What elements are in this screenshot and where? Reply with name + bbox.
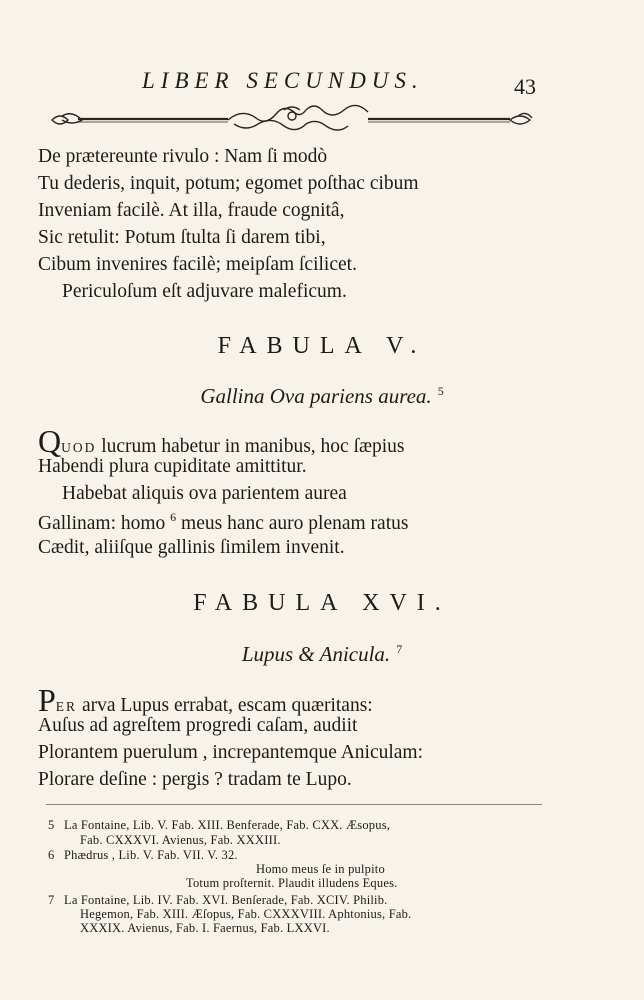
footnote-text: Hegemon, Fab. XIII. Æſopus, Fab. CXXXVIII. Aphtonius, Fab. (80, 907, 412, 921)
footnote-text: Phædrus , Lib. V. Fab. VII. V. 32. (64, 848, 238, 862)
footnote-ref: 7 (396, 642, 403, 656)
footnote-number: 6 (48, 848, 55, 862)
verse-line: Plorare deſine : pergis ? tradam te Lupo. (38, 769, 352, 790)
small-caps: UOD (61, 440, 97, 455)
footnote-text: Totum proſternit. Plaudit illudens Eques. (186, 876, 398, 890)
fable-title (0, 642, 644, 667)
footnote-ref: 5 (437, 384, 444, 398)
fable-heading: FABULA V. (217, 333, 427, 359)
verse-line: Auſus ad agreſtem progredi caſam, audiit (38, 715, 358, 736)
verse-line: Habendi plura cupiditate amittitur. (38, 456, 307, 477)
footnote-text: Fab. CXXXVI. Avienus, Fab. XXXIII. (80, 833, 281, 847)
verse-line: Tu dederis, inquit, potum; egomet poſthac cibum (38, 173, 419, 194)
footnote-text: La Fontaine, Lib. V. Fab. XIII. Benferade, Fab. CXX. Æsopus, (64, 818, 391, 832)
verse-line: Sic retulit: Potum ſtulta ſi darem tibi, (38, 227, 326, 248)
verse-line (38, 682, 373, 719)
fable-heading: FABULA XVI. (193, 590, 451, 616)
footnote-rule (46, 804, 542, 805)
verse-text: lucrum habetur in manibus, hoc ſæpius (96, 436, 405, 457)
running-header (0, 68, 644, 108)
footnote-text: XXXIX. Avienus, Fab. I. Faernus, Fab. LXXVI. (80, 921, 330, 935)
footnote-ref: 6 (170, 510, 177, 524)
verse-line: Habebat aliquis ova parientem aurea (62, 483, 347, 504)
footnote-text: La Fontaine, Lib. IV. Fab. XVI. Benſerade, Fab. XCIV. Philib. (64, 893, 388, 907)
small-caps: ER (55, 699, 78, 714)
footnote-text: Homo meus ſe in pulpito (256, 862, 385, 876)
verse-line: Plorantem puerulum , increpantemque Aniculam: (38, 742, 424, 763)
verse-line (38, 423, 405, 460)
verse-text: Gallinam: homo (38, 513, 171, 534)
page-number: 43 (514, 74, 536, 99)
footnote-number: 7 (48, 893, 55, 907)
fable-title (0, 384, 644, 409)
running-title: LIBER SECUNDUS. (142, 68, 424, 93)
fable-title-text: Lupus & Anicula. (241, 642, 391, 666)
fable-title-text: Gallina Ova pariens aurea. (200, 384, 432, 408)
verse-text: meus hanc auro plenam ratus (176, 513, 409, 534)
footnote-number: 5 (48, 818, 55, 832)
verse-text: arva Lupus errabat, escam quæritans: (77, 695, 373, 716)
verse-line: Periculoſum eſt adjuvare maleficum. (62, 281, 347, 302)
decorative-scroll-rule-icon (48, 104, 536, 136)
verse-line: De prætereunte rivulo : Nam ſi modò (38, 146, 328, 167)
drop-cap: Q (38, 423, 62, 459)
verse-line: Inveniam facilè. At illa, fraude cognitâ, (38, 200, 345, 221)
verse-line (38, 510, 408, 535)
verse-line: Cibum invenires facilè; meipſam ſcilicet. (38, 254, 357, 275)
drop-cap: P (38, 682, 56, 718)
verse-line: Cædit, aliiſque gallinis ſimilem invenit. (38, 537, 345, 558)
